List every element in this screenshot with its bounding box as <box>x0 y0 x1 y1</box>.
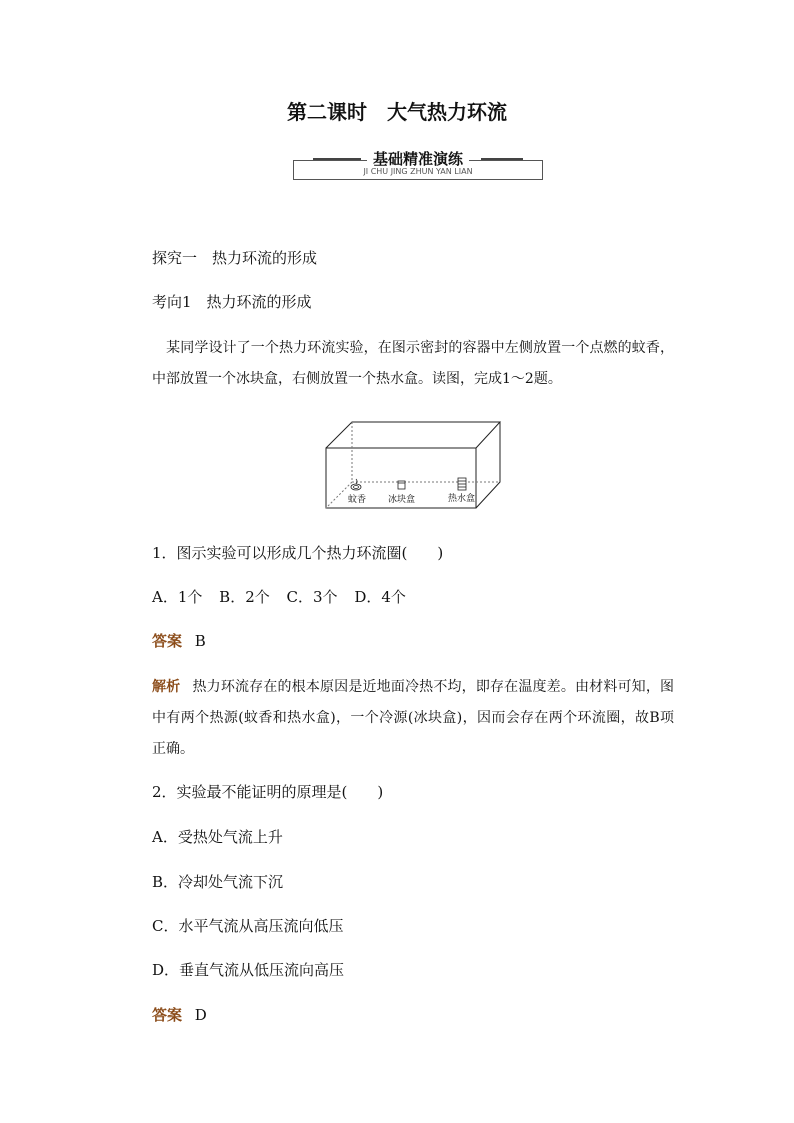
page-title: 第二课时 大气热力环流 <box>287 100 507 124</box>
experiment-figure <box>322 418 504 512</box>
q2-option-c: C．水平气流从高压流向低压 <box>152 917 344 935</box>
q2-answer-label: 答案 <box>152 1006 183 1024</box>
q1-option-d: D．4个 <box>354 588 406 606</box>
section-subheading: 考向1 热力环流的形成 <box>152 293 312 311</box>
q1-options <box>152 587 406 607</box>
q1-option-a: A．1个 <box>152 588 203 606</box>
ice-box-icon <box>398 481 405 489</box>
hot-water-box-icon <box>458 478 466 490</box>
q1-answer-label: 答案 <box>152 632 183 650</box>
q1-option-b: B．2个 <box>219 588 270 606</box>
figure-label-ice: 冰块盒 <box>388 495 416 505</box>
banner-title: 基础精准演练 <box>293 148 543 169</box>
q2-option-d: D．垂直气流从低压流向高压 <box>152 961 345 979</box>
q1-analysis <box>152 672 674 765</box>
intro-paragraph: 某同学设计了一个热力环流实验，在图示密封的容器中左侧放置一个点燃的蚊香，中部放置一个冰块盒，右侧放置一个热水盒。读图，完成1～2题。 <box>152 340 674 387</box>
q1-analysis-label: 解析 <box>152 679 181 695</box>
q2-answer <box>152 1005 207 1025</box>
q1-answer-value: B <box>194 632 206 650</box>
q2-answer-value: D <box>194 1006 207 1024</box>
section-banner <box>293 148 543 182</box>
mosquito-coil-icon <box>351 479 361 490</box>
q2-stem: 2．实验最不能证明的原理是( ) <box>152 783 384 801</box>
figure-label-coil: 蚊香 <box>348 495 367 505</box>
section-heading: 探究一 热力环流的形成 <box>152 249 318 267</box>
figure-label-hot-water: 热水盒 <box>448 494 476 504</box>
q2-option-a: A．受热处气流上升 <box>152 828 283 846</box>
q1-analysis-text: 热力环流存在的根本原因是近地面冷热不均，即存在温度差。由材料可知，图中有两个热源(蚊香和热水盒)，一个冷源(冰块盒)，因而会存在两个环流圈，故B项正确。 <box>152 679 675 757</box>
banner-pinyin: JI CHU JING ZHUN YAN LIAN <box>363 167 473 176</box>
q1-option-c: C．3个 <box>286 588 338 606</box>
q1-answer <box>152 631 206 651</box>
q2-option-b: B．冷却处气流下沉 <box>152 873 284 891</box>
q1-stem: 1．图示实验可以形成几个热力环流圈( ) <box>152 544 444 562</box>
